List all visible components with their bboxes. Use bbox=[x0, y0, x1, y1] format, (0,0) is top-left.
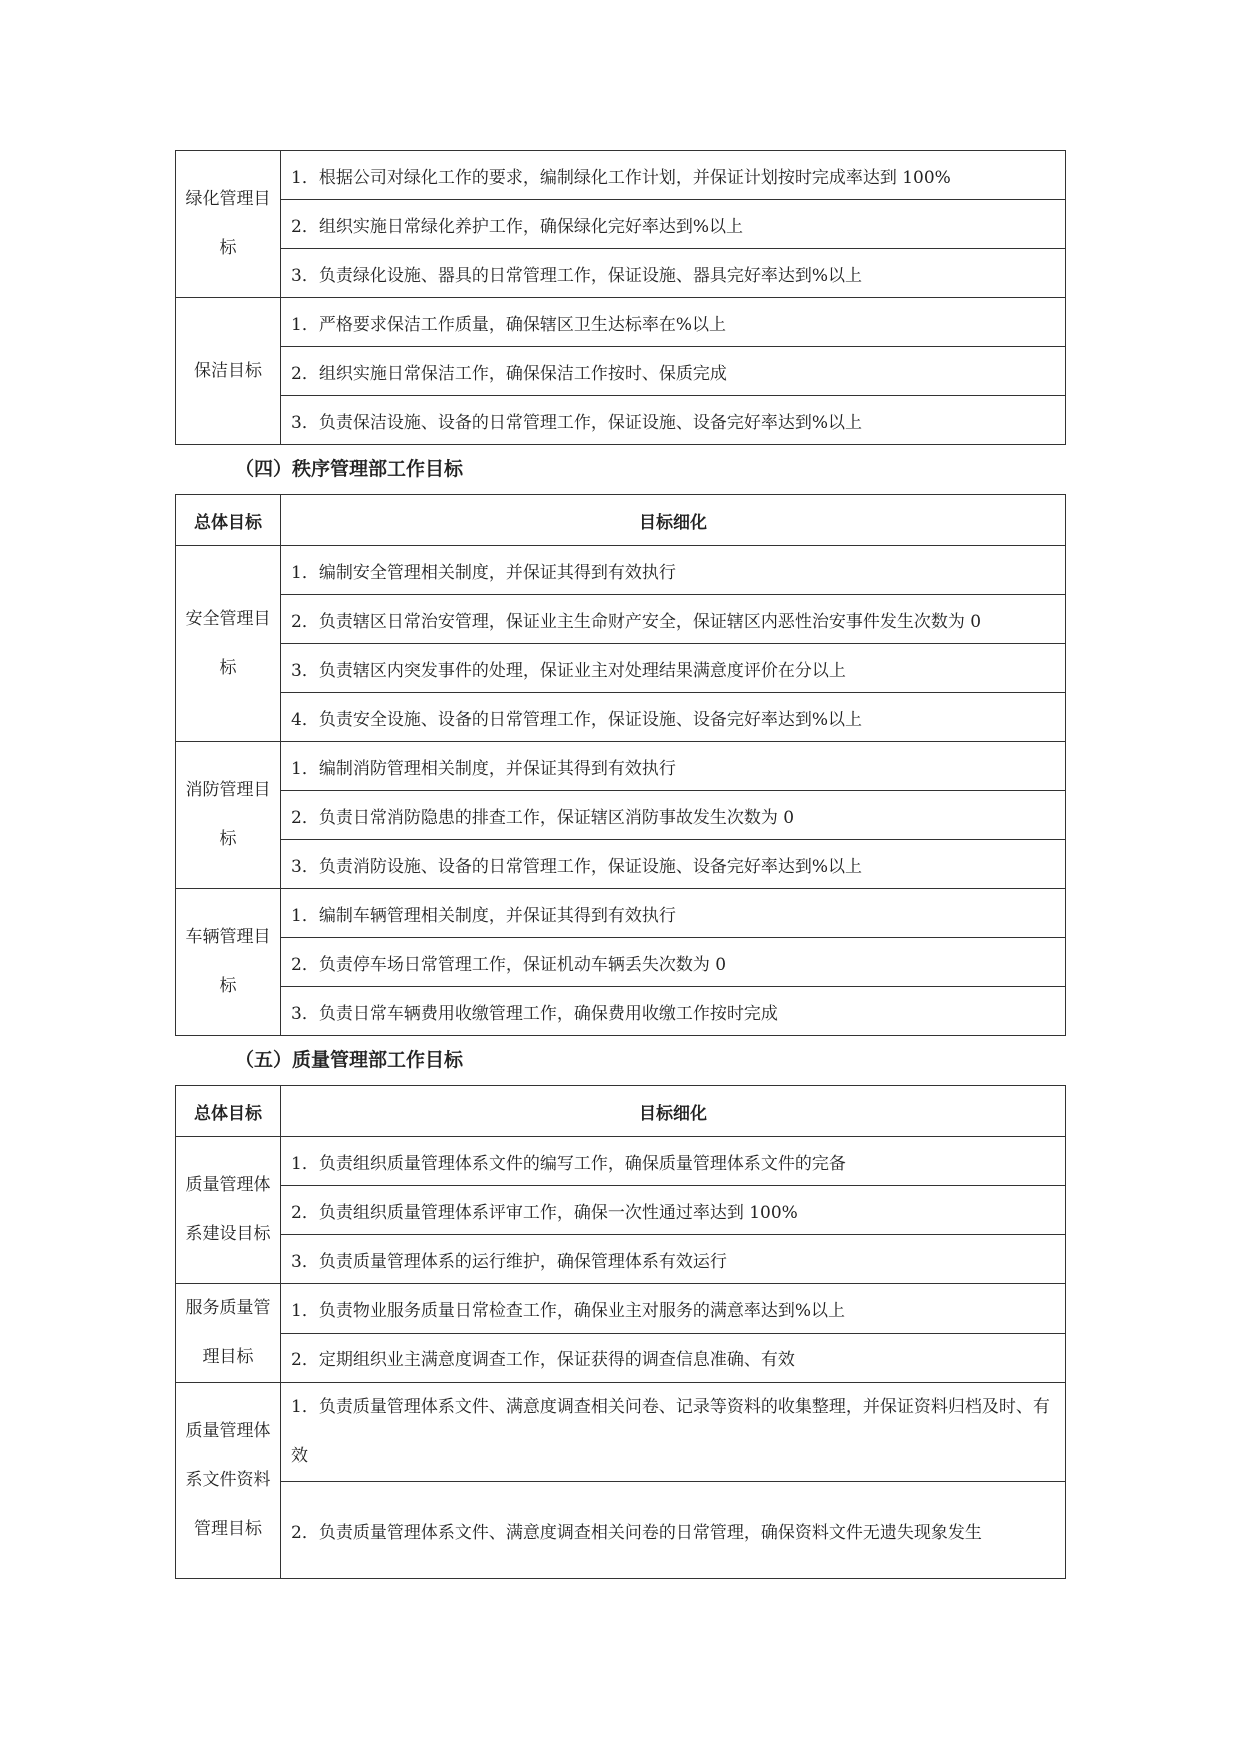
table-header-row bbox=[176, 495, 1066, 546]
goal-item: 1．负责组织质量管理体系文件的编写工作，确保质量管理体系文件的完备 bbox=[281, 1137, 1066, 1186]
goal-item: 3．负责消防设施、设备的日常管理工作，保证设施、设备完好率达到%以上 bbox=[281, 840, 1066, 889]
table-row bbox=[176, 151, 1066, 200]
table-row bbox=[176, 200, 1066, 249]
goal-item: 3．负责辖区内突发事件的处理，保证业主对处理结果满意度评价在分以上 bbox=[281, 644, 1066, 693]
goal-item: 1．编制消防管理相关制度，并保证其得到有效执行 bbox=[281, 742, 1066, 791]
column-header: 目标细化 bbox=[281, 1086, 1066, 1137]
category-cell: 绿化管理目标 bbox=[176, 151, 281, 298]
table-row bbox=[176, 693, 1066, 742]
category-cell: 消防管理目标 bbox=[176, 742, 281, 889]
table-row bbox=[176, 1482, 1066, 1579]
category-cell: 质量管理体系建设目标 bbox=[176, 1137, 281, 1284]
goal-item: 1．根据公司对绿化工作的要求，编制绿化工作计划，并保证计划按时完成率达到 100% bbox=[281, 151, 1066, 200]
goal-item: 2．负责停车场日常管理工作，保证机动车辆丢失次数为 0 bbox=[281, 938, 1066, 987]
category-cell: 车辆管理目标 bbox=[176, 889, 281, 1036]
table-row bbox=[176, 298, 1066, 347]
goal-item: 3．负责绿化设施、器具的日常管理工作，保证设施、器具完好率达到%以上 bbox=[281, 249, 1066, 298]
column-header: 目标细化 bbox=[281, 495, 1066, 546]
goal-item: 2．负责日常消防隐患的排查工作，保证辖区消防事故发生次数为 0 bbox=[281, 791, 1066, 840]
goal-item: 2．组织实施日常保洁工作，确保保洁工作按时、保质完成 bbox=[281, 347, 1066, 396]
column-header: 总体目标 bbox=[176, 1086, 281, 1137]
goal-item: 4．负责安全设施、设备的日常管理工作，保证设施、设备完好率达到%以上 bbox=[281, 693, 1066, 742]
table-row bbox=[176, 742, 1066, 791]
table-row bbox=[176, 546, 1066, 595]
document-page bbox=[175, 150, 1065, 1579]
table-row bbox=[176, 1333, 1066, 1383]
table-row bbox=[176, 1186, 1066, 1235]
goal-item: 2．负责辖区日常治安管理，保证业主生命财产安全，保证辖区内恶性治安事件发生次数为 0 bbox=[281, 595, 1066, 644]
goal-item: 2．组织实施日常绿化养护工作，确保绿化完好率达到%以上 bbox=[281, 200, 1066, 249]
table-row bbox=[176, 938, 1066, 987]
goal-item: 2．定期组织业主满意度调查工作，保证获得的调查信息准确、有效 bbox=[281, 1333, 1066, 1383]
section-heading: （五）质量管理部工作目标 bbox=[235, 1049, 464, 1071]
table-row bbox=[176, 1137, 1066, 1186]
goal-item: 3．负责日常车辆费用收缴管理工作，确保费用收缴工作按时完成 bbox=[281, 987, 1066, 1036]
category-cell: 安全管理目标 bbox=[176, 546, 281, 742]
goal-item: 2．负责组织质量管理体系评审工作，确保一次性通过率达到 100% bbox=[281, 1186, 1066, 1235]
table-row bbox=[176, 840, 1066, 889]
table-row bbox=[176, 889, 1066, 938]
goal-item: 3．负责保洁设施、设备的日常管理工作，保证设施、设备完好率达到%以上 bbox=[281, 396, 1066, 445]
quality-management-goals-table bbox=[175, 1085, 1066, 1579]
table-row bbox=[176, 396, 1066, 445]
category-cell: 服务质量管理目标 bbox=[176, 1284, 281, 1383]
table-row bbox=[176, 987, 1066, 1036]
goal-item: 1．严格要求保洁工作质量，确保辖区卫生达标率在%以上 bbox=[281, 298, 1066, 347]
table-row bbox=[176, 1235, 1066, 1284]
goal-item: 1．负责质量管理体系文件、满意度调查相关问卷、记录等资料的收集整理，并保证资料归档及时、有效 bbox=[281, 1383, 1066, 1482]
table-row bbox=[176, 595, 1066, 644]
goal-item: 2．负责质量管理体系文件、满意度调查相关问卷的日常管理，确保资料文件无遗失现象发生 bbox=[281, 1482, 1066, 1579]
table-row bbox=[176, 1284, 1066, 1334]
category-cell: 保洁目标 bbox=[176, 298, 281, 445]
goal-item: 3．负责质量管理体系的运行维护，确保管理体系有效运行 bbox=[281, 1235, 1066, 1284]
section-heading: （四）秩序管理部工作目标 bbox=[235, 458, 464, 480]
table-row bbox=[176, 791, 1066, 840]
table-row bbox=[176, 1383, 1066, 1482]
table-row bbox=[176, 347, 1066, 396]
table-row bbox=[176, 644, 1066, 693]
goal-item: 1．负责物业服务质量日常检查工作，确保业主对服务的满意率达到%以上 bbox=[281, 1284, 1066, 1334]
category-cell: 质量管理体系文件资料管理目标 bbox=[176, 1383, 281, 1579]
table-row bbox=[176, 249, 1066, 298]
order-management-goals-table bbox=[175, 494, 1066, 1036]
column-header: 总体目标 bbox=[176, 495, 281, 546]
table-header-row bbox=[176, 1086, 1066, 1137]
goal-item: 1．编制安全管理相关制度，并保证其得到有效执行 bbox=[281, 546, 1066, 595]
goal-item: 1．编制车辆管理相关制度，并保证其得到有效执行 bbox=[281, 889, 1066, 938]
greening-cleaning-goals-table bbox=[175, 150, 1066, 445]
